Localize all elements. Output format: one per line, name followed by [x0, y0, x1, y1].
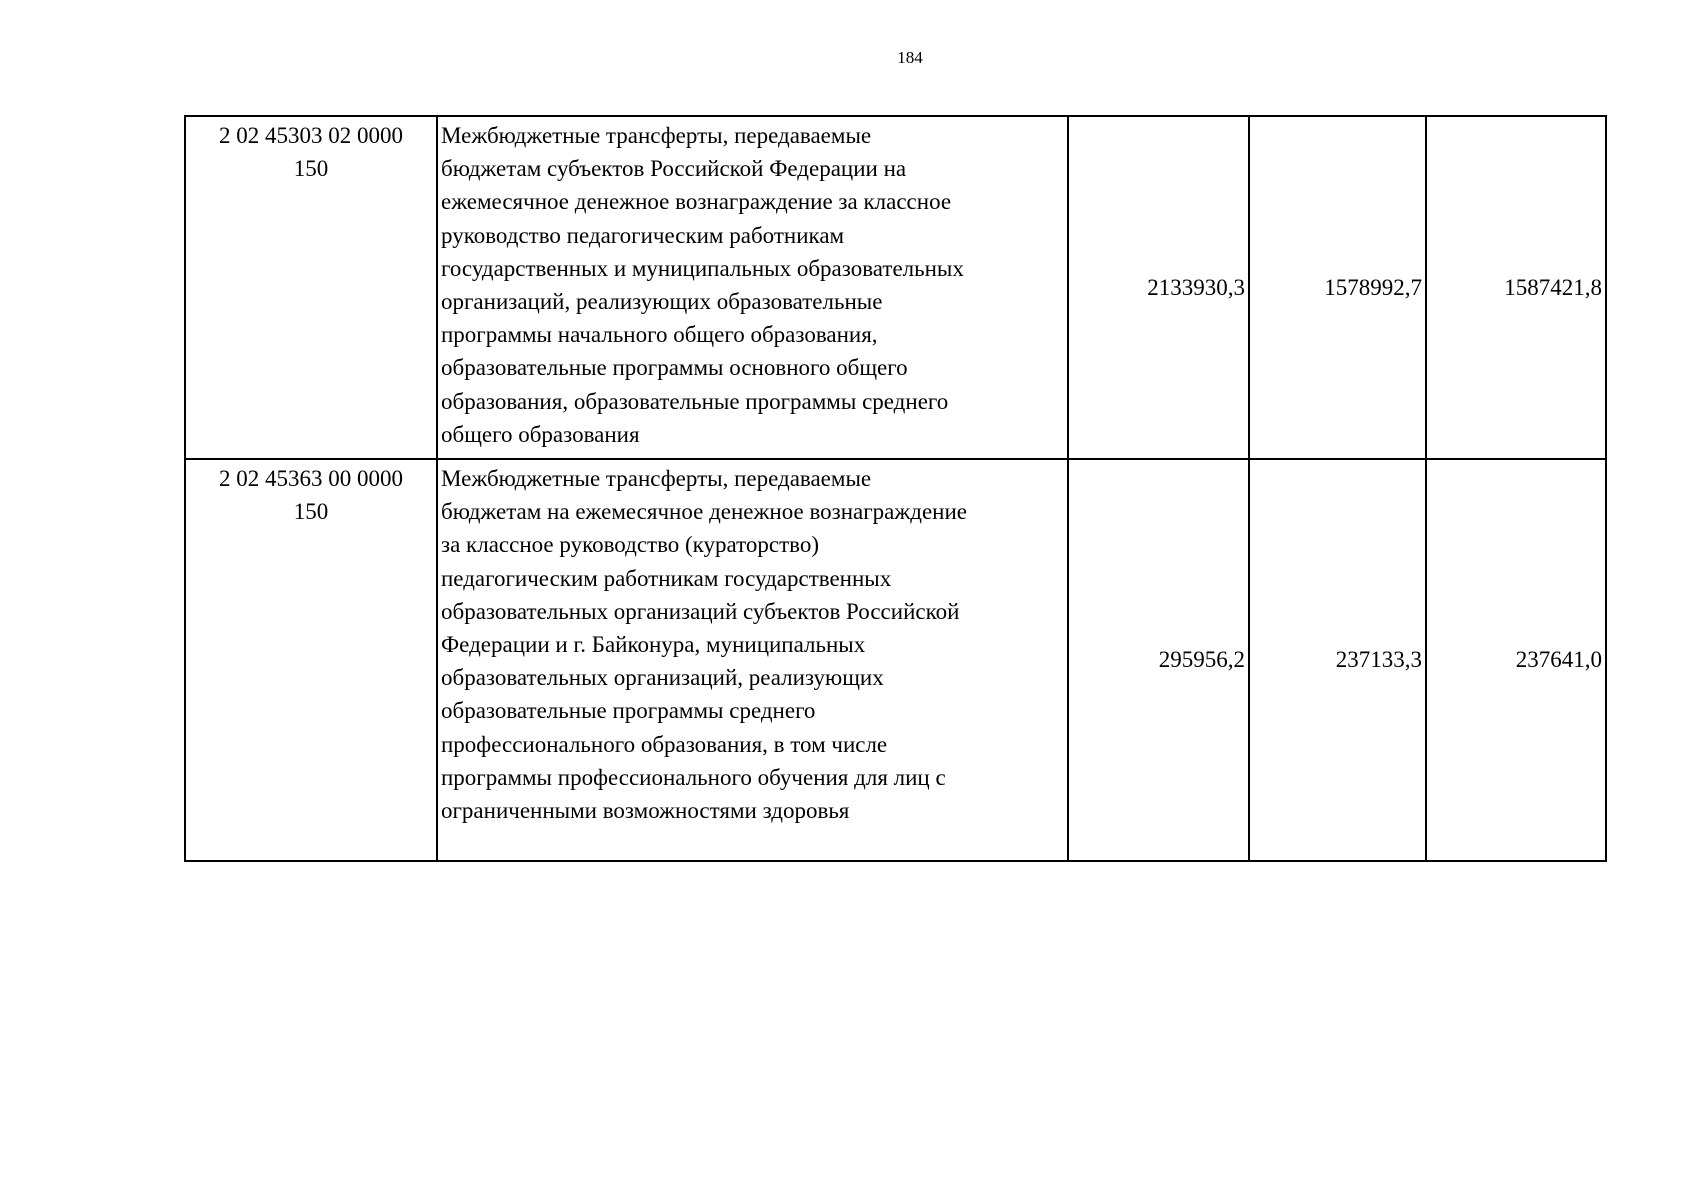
page-number: 184 — [897, 48, 923, 67]
table-row — [185, 459, 1606, 861]
description-cell — [437, 116, 1068, 459]
value-cell-1: 295956,2 — [1068, 459, 1249, 861]
budget-code-line: 150 — [293, 499, 329, 525]
description-line: бюджетам на ежемесячное денежное вознаграждение — [441, 499, 968, 525]
description-line: организаций, реализующих образовательные — [441, 289, 883, 315]
description-line: общего образования — [441, 421, 640, 447]
description-line: бюджетам субъектов Российской Федерации на — [441, 156, 907, 182]
description-line: Федерации и г. Байконура, муниципальных — [441, 632, 866, 658]
value-cell-3: 237641,0 — [1426, 459, 1606, 861]
description-line: Межбюджетные трансферты, передаваемые — [441, 466, 872, 491]
value-cell-1: 2133930,3 — [1068, 116, 1249, 459]
description-cell — [437, 459, 1068, 861]
description-line: образовательных организаций субъектов Российской — [441, 598, 960, 624]
description-line: образовательных организаций, реализующих — [441, 665, 884, 691]
table-row — [185, 116, 1606, 459]
description-line: образования, образовательные программы среднего — [441, 388, 949, 414]
value-cell-2: 237133,3 — [1249, 459, 1426, 861]
budget-code-line: 150 — [293, 156, 329, 182]
description-line: образовательные программы среднего — [441, 698, 816, 724]
budget-code-line: 2 02 45303 02 0000 — [219, 123, 403, 148]
budget-code-cell — [185, 459, 437, 861]
description-line: ежемесячное денежное вознаграждение за классное — [441, 189, 952, 215]
description-line: за классное руководство (кураторство) — [441, 532, 820, 558]
description-line: программы начального общего образования, — [441, 322, 878, 348]
value-cell-3: 1587421,8 — [1426, 116, 1606, 459]
description-line: руководство педагогическим работникам — [441, 222, 845, 248]
description-line: государственных и муниципальных образовательных — [441, 255, 964, 281]
description-line: профессионального образования, в том числе — [441, 731, 888, 757]
description-line: педагогическим работникам государственных — [441, 565, 892, 591]
budget-code-line: 2 02 45363 00 0000 — [219, 466, 403, 491]
budget-table — [184, 115, 1607, 862]
description-line: Межбюджетные трансферты, передаваемые — [441, 123, 872, 148]
value-cell-2: 1578992,7 — [1249, 116, 1426, 459]
description-line: ограниченными возможностями здоровья — [441, 798, 850, 824]
description-line: программы профессионального обучения для лиц с — [441, 764, 946, 790]
description-line: образовательные программы основного общего — [441, 355, 908, 381]
budget-code-cell — [185, 116, 437, 459]
